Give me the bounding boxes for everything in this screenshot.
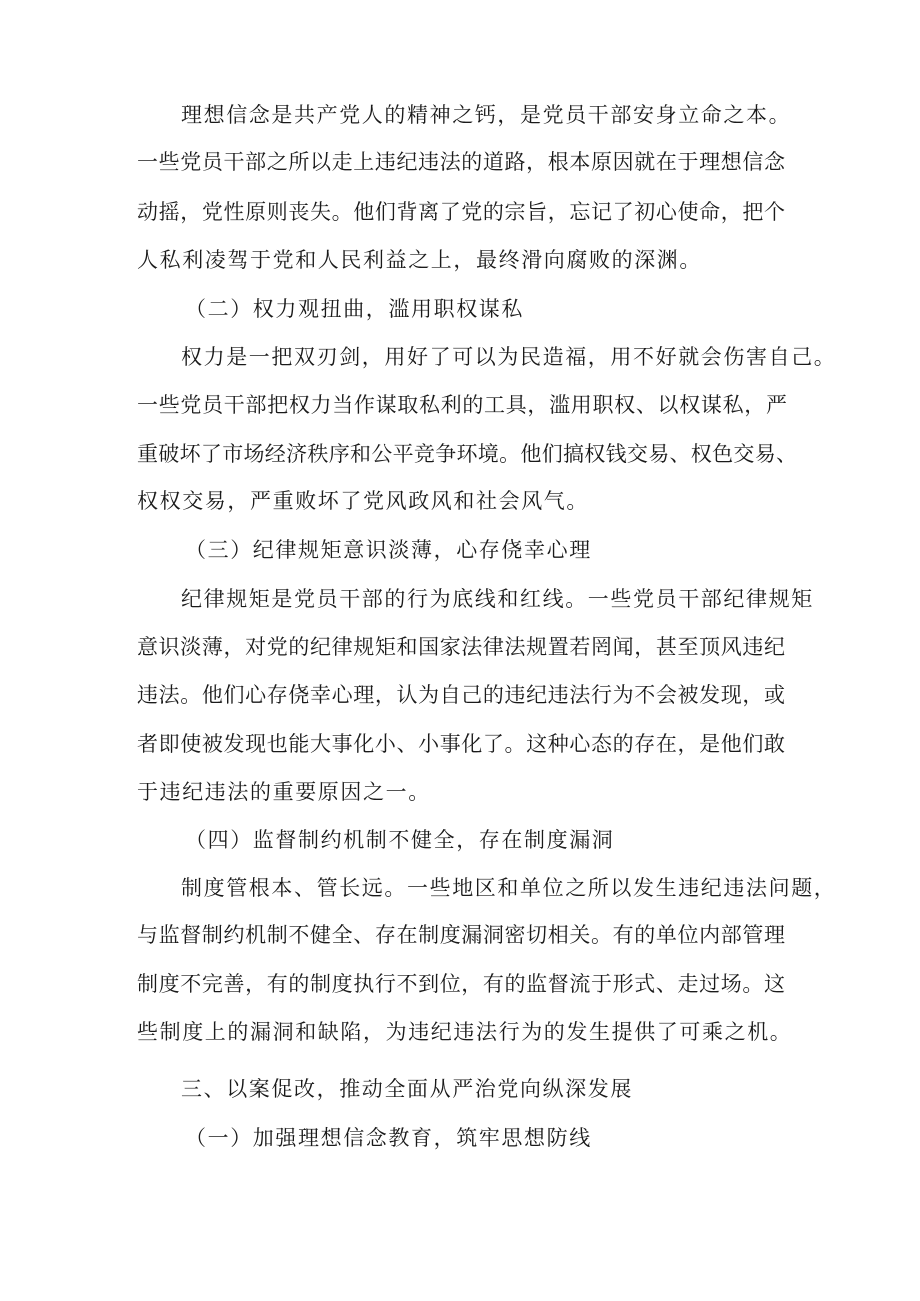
- paragraph-line: 动摇，党性原则丧失。他们背离了党的宗旨，忘记了初心使命，把个: [137, 200, 785, 224]
- paragraph-line: 者即使被发现也能大事化小、小事化了。这种心态的存在，是他们敢: [137, 732, 785, 756]
- paragraph-line: 制度管根本、管长远。一些地区和单位之所以发生违纪违法问题，: [181, 876, 837, 900]
- paragraph-line: 一些党员干部之所以走上违纪违法的道路，根本原因就在于理想信念: [137, 150, 785, 174]
- section-heading: （二）权力观扭曲，滥用职权谋私: [185, 297, 524, 321]
- paragraph-line: 重破坏了市场经济秩序和公平竞争环境。他们搞权钱交易、权色交易、: [137, 442, 797, 466]
- paragraph-line: 违法。他们心存侥幸心理，认为自己的违纪违法行为不会被发现，或: [137, 683, 785, 707]
- section-heading: （一）加强理想信念教育，筑牢思想防线: [185, 1126, 592, 1150]
- paragraph-line: 于违纪违法的重要原因之一。: [137, 780, 431, 804]
- paragraph-line: 权权交易，严重败坏了党风政风和社会风气。: [137, 489, 589, 513]
- paragraph-line: 纪律规矩是党员干部的行为底线和红线。一些党员干部纪律规矩: [181, 587, 814, 611]
- paragraph-line: 制度不完善，有的制度执行不到位，有的监督流于形式、走过场。这: [137, 972, 785, 996]
- paragraph-line: 权力是一把双刃剑，用好了可以为民造福，用不好就会伤害自己。: [181, 345, 837, 369]
- paragraph-line: 人私利凌驾于党和人民利益之上，最终滑向腐败的深渊。: [137, 248, 702, 272]
- paragraph-line: 一些党员干部把权力当作谋取私利的工具，滥用职权、以权谋私，严: [137, 393, 787, 417]
- chapter-heading: 三、以案促改，推动全面从严治党向纵深发展: [181, 1077, 633, 1101]
- section-heading: （三）纪律规矩意识淡薄，心存侥幸心理: [185, 538, 592, 562]
- section-heading: （四）监督制约机制不健全，存在制度漏洞: [185, 828, 615, 852]
- paragraph-line: 与监督制约机制不健全、存在制度漏洞密切相关。有的单位内部管理: [137, 923, 785, 947]
- paragraph-line: 意识淡薄，对党的纪律规矩和国家法律法规置若罔闻，甚至顶风违纪: [137, 635, 785, 659]
- paragraph-line: 理想信念是共产党人的精神之钙，是党员干部安身立命之本。: [181, 103, 792, 127]
- paragraph-line: 些制度上的漏洞和缺陷，为违纪违法行为的发生提供了可乘之机。: [137, 1020, 793, 1044]
